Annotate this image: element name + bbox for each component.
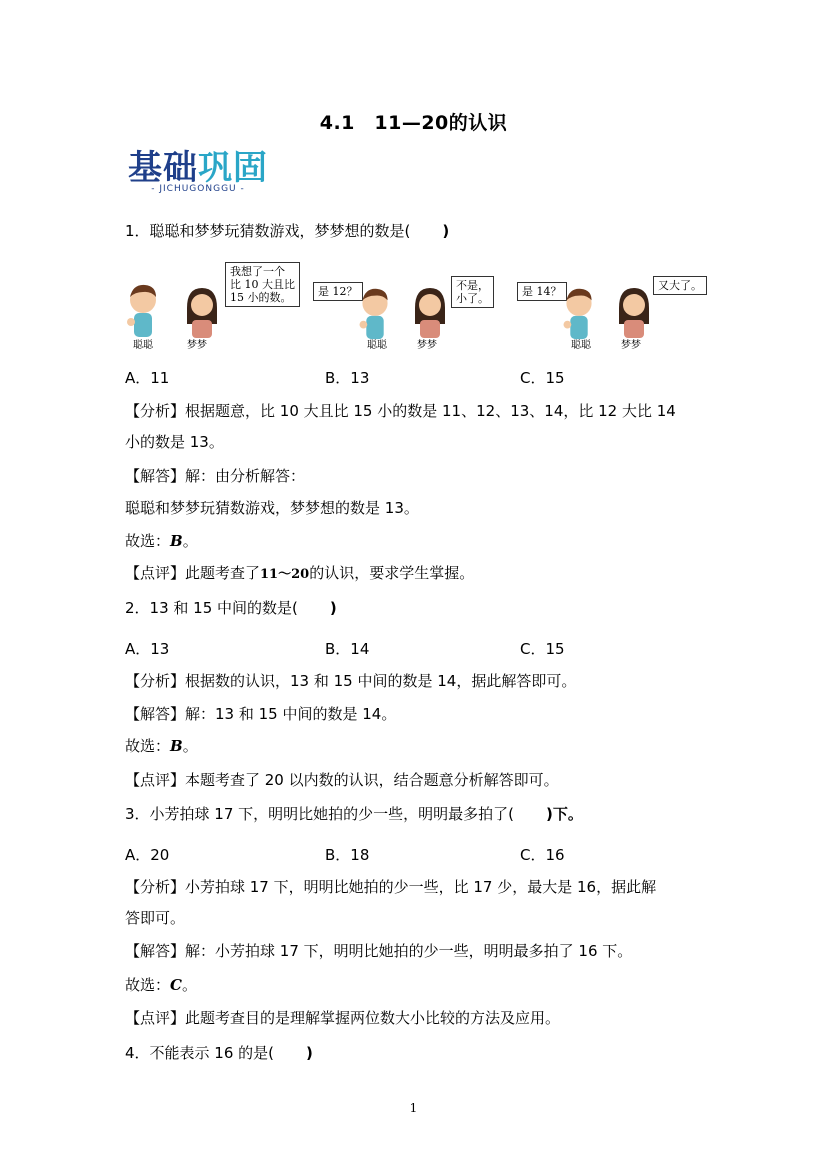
speech-bubble-2: 是 12？ xyxy=(313,282,363,301)
girl-label: 梦梦 xyxy=(417,340,437,351)
guessing-game-illustration xyxy=(125,258,725,351)
boy-label: 聪聪 xyxy=(133,340,153,351)
q1-option-b: B．13 xyxy=(325,369,370,387)
boy-icon xyxy=(357,284,393,342)
q2-option-b: B．14 xyxy=(325,640,370,658)
q3-choice: 故选：C。 xyxy=(125,976,197,994)
q1-option-c: C．15 xyxy=(520,369,565,387)
q3-analysis-line2: 答即可。 xyxy=(125,909,186,927)
girl-icon xyxy=(615,284,653,340)
girl-icon xyxy=(411,284,449,340)
banner-subtitle: - JICHUGONGGU - xyxy=(151,184,245,194)
speech-bubble-4: 是 14？ xyxy=(517,282,567,301)
q1-answer-body: 聪聪和梦梦玩猜数游戏，梦梦想的数是 13。 xyxy=(125,499,419,517)
q1-analysis-line1: 【分析】根据题意，比 10 大且比 15 小的数是 11、12、13、14，比 12 大比 14 xyxy=(125,402,676,420)
question-1-stem: 1．聪聪和梦梦玩猜数游戏，梦梦想的数是( ) xyxy=(125,222,450,240)
girl-icon xyxy=(183,284,221,340)
question-3-stem: 3．小芳拍球 17 下，明明比她拍的少一些，明明最多拍了( )下。 xyxy=(125,805,583,823)
girl-label: 梦梦 xyxy=(187,340,207,351)
q3-option-a: A．20 xyxy=(125,846,170,864)
q2-option-a: A．13 xyxy=(125,640,170,658)
question-4-stem: 4．不能表示 16 的是( ) xyxy=(125,1044,313,1062)
boy-icon xyxy=(561,284,597,342)
boy-label: 聪聪 xyxy=(367,340,387,351)
q2-choice: 故选：B。 xyxy=(125,737,198,755)
speech-bubble-5: 又大了。 xyxy=(653,276,707,295)
q2-option-c: C．15 xyxy=(520,640,565,658)
q1-option-a: A．11 xyxy=(125,369,170,387)
q3-analysis-line1: 【分析】小芳拍球 17 下，明明比她拍的少一些，比 17 少，最大是 16，据此解 xyxy=(125,878,657,896)
q2-comment: 【点评】本题考查了 20 以内数的认识，结合题意分析解答即可。 xyxy=(125,771,559,789)
speech-bubble-1: 我想了一个 比 10 大且比 15 小的数。 xyxy=(225,262,300,307)
question-2-stem: 2．13 和 15 中间的数是( ) xyxy=(125,599,337,617)
q1-choice: 故选：B。 xyxy=(125,532,198,550)
boy-label: 聪聪 xyxy=(571,340,591,351)
banner-text-part1: 基础 xyxy=(128,148,198,188)
page-title: 4.1 11—20的认识 xyxy=(319,112,508,134)
q3-answer: 【解答】解：小芳拍球 17 下，明明比她拍的少一些，明明最多拍了 16 下。 xyxy=(125,942,633,960)
banner-text-part2: 巩固 xyxy=(198,148,268,188)
q3-comment: 【点评】此题考查目的是理解掌握两位数大小比较的方法及应用。 xyxy=(125,1009,561,1027)
section-banner xyxy=(128,150,268,194)
q1-comment: 【点评】此题考查了11～20的认识，要求学生掌握。 xyxy=(125,564,475,582)
q2-answer: 【解答】解：13 和 15 中间的数是 14。 xyxy=(125,705,397,723)
boy-icon xyxy=(125,280,161,340)
q3-option-c: C．16 xyxy=(520,846,565,864)
girl-label: 梦梦 xyxy=(621,340,641,351)
q3-option-b: B．18 xyxy=(325,846,370,864)
q2-analysis: 【分析】根据数的认识，13 和 15 中间的数是 14，据此解答即可。 xyxy=(125,672,577,690)
page-number: 1 xyxy=(409,1101,418,1115)
speech-bubble-3: 不是， 小了。 xyxy=(451,276,494,308)
q1-answer-head: 【解答】解：由分析解答： xyxy=(125,467,306,485)
q1-analysis-line2: 小的数是 13。 xyxy=(125,433,224,451)
